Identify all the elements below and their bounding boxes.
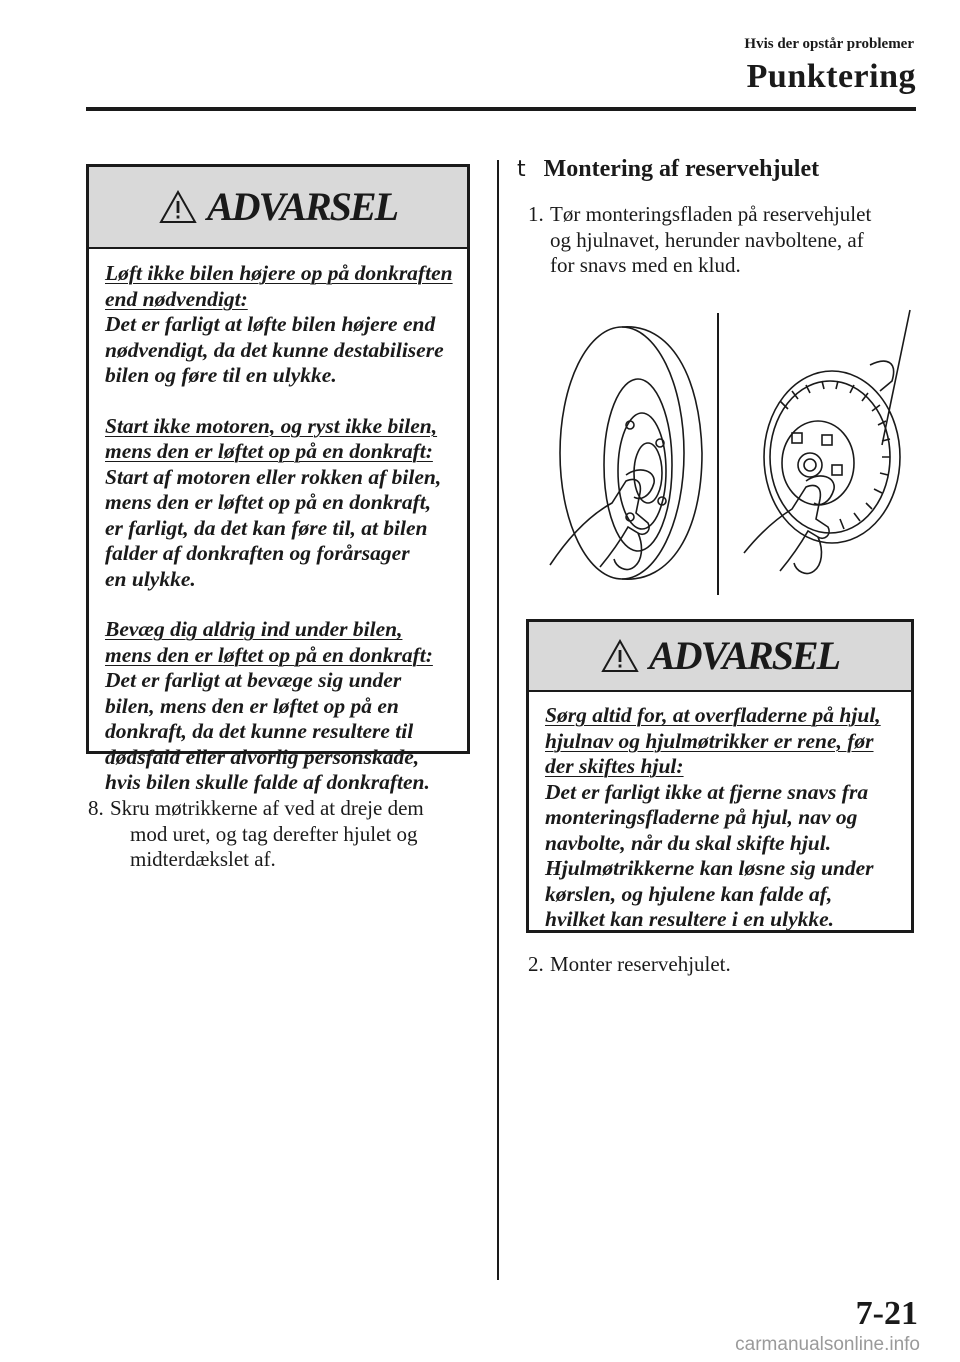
warning-heading-line: Sørg altid for, at overfladerne på hjul, [545, 703, 881, 727]
page-number: 7-21 [855, 1295, 918, 1332]
column-divider [497, 160, 499, 1280]
warning-box-right [526, 619, 914, 933]
warning-text-line: donkraft, da det kunne resultere til [105, 719, 414, 743]
warning-triangle-icon [159, 190, 197, 224]
section-heading [517, 156, 819, 183]
hub-drawing [744, 310, 910, 573]
warning-heading-line: mens den er løftet op på en donkraft: [105, 642, 433, 667]
warning-text-line: hvis bilen skulle falde af donkraften. [105, 770, 430, 794]
warning-paragraph [105, 261, 453, 389]
step-line: midterdækslet af. [130, 847, 276, 871]
warning-text-line: bilen, mens den er løftet op på en [105, 693, 399, 718]
warning-text-line: navbolte, når du skal skifte hjul. [545, 830, 832, 855]
step-text [88, 796, 478, 873]
step-text [528, 202, 928, 279]
wheel-cleaning-illustration [530, 305, 920, 600]
warning-title: ADVARSEL [649, 633, 839, 678]
warning-triangle-icon [601, 639, 639, 673]
step-8 [88, 796, 478, 873]
warning-paragraph [105, 414, 453, 593]
warning-text-line: monteringsfladerne på hjul, nav og [545, 805, 858, 829]
warning-body [89, 249, 467, 796]
header-rule [86, 107, 916, 111]
warning-text-line: mens den er løftet op på en donkraft, [105, 490, 432, 514]
watermark: carmanualsonline.info [735, 1334, 920, 1355]
step-1 [528, 202, 928, 279]
warning-body [529, 692, 911, 933]
step-2 [528, 952, 908, 978]
warning-text-line: bilen og føre til en ulykke. [105, 363, 337, 387]
warning-text-line: Det er farligt at løfte bilen højere end [105, 312, 436, 336]
running-header-section: Hvis der opstår problemer [744, 36, 914, 52]
warning-text-line: nødvendigt, da det kunne destabilisere [105, 337, 444, 362]
warning-heading-line: end nødvendigt: [105, 286, 248, 311]
warning-heading-line: Bevæg dig aldrig ind under bilen, [105, 617, 403, 641]
warning-text-line: kørslen, og hjulene kan falde af, [545, 881, 833, 906]
running-header-chapter: Punktering [746, 58, 916, 95]
warning-box-left [86, 164, 470, 794]
warning-heading-line: hjulnav og hjulmøtrikker er rene, før [545, 728, 874, 753]
warning-text-line: Det er farligt ikke at fjerne snavs fra [545, 779, 869, 804]
warning-heading-line: der skiftes hjul: [545, 754, 684, 778]
warning-text-line: Det er farligt at bevæge sig under [105, 668, 402, 692]
warning-heading-line: Start ikke motoren, og ryst ikke bilen, [105, 413, 438, 438]
step-line: for snavs med en klud. [550, 253, 741, 277]
warning-text-line: en ulykke. [105, 566, 196, 591]
warning-heading-line: mens den er løftet op på en donkraft: [105, 439, 433, 463]
warning-text-line: hvilket kan resultere i en ulykke. [545, 907, 835, 931]
step-number: 2. [528, 952, 544, 976]
step-line: Monter reservehjulet. [550, 952, 731, 976]
section-title: Montering af reservehjulet [543, 156, 820, 182]
warning-title: ADVARSEL [207, 184, 397, 229]
step-line: og hjulnavet, herunder navboltene, af [550, 227, 864, 252]
warning-text-line: Hjulmøtrikkerne kan løsne sig under [545, 856, 874, 880]
step-line: mod uret, og tag derefter hjulet og [130, 821, 418, 846]
step-text [528, 952, 908, 978]
step-number: 1. [528, 202, 544, 226]
warning-text-line: Start af motoren eller rokken af bilen, [105, 464, 442, 489]
step-line: Tør monteringsfladen på reservehjulet [550, 202, 872, 226]
warning-text-line: er farligt, da det kan føre til, at bilen [105, 515, 428, 540]
step-number: 8. [88, 796, 104, 820]
warning-paragraph [545, 703, 897, 933]
step-line: Skru møtrikkerne af ved at dreje dem [110, 796, 424, 820]
warning-heading-line: Løft ikke bilen højere op på donkraften [105, 261, 453, 285]
warning-text-line: falder af donkraften og forårsager [105, 541, 410, 565]
warning-text-line: dødsfald eller alvorlig personskade, [105, 744, 420, 769]
tire-drawing [550, 327, 702, 579]
warning-paragraph [105, 617, 453, 796]
section-bullet: t [517, 157, 526, 182]
warning-header [89, 167, 467, 249]
warning-header [529, 622, 911, 692]
